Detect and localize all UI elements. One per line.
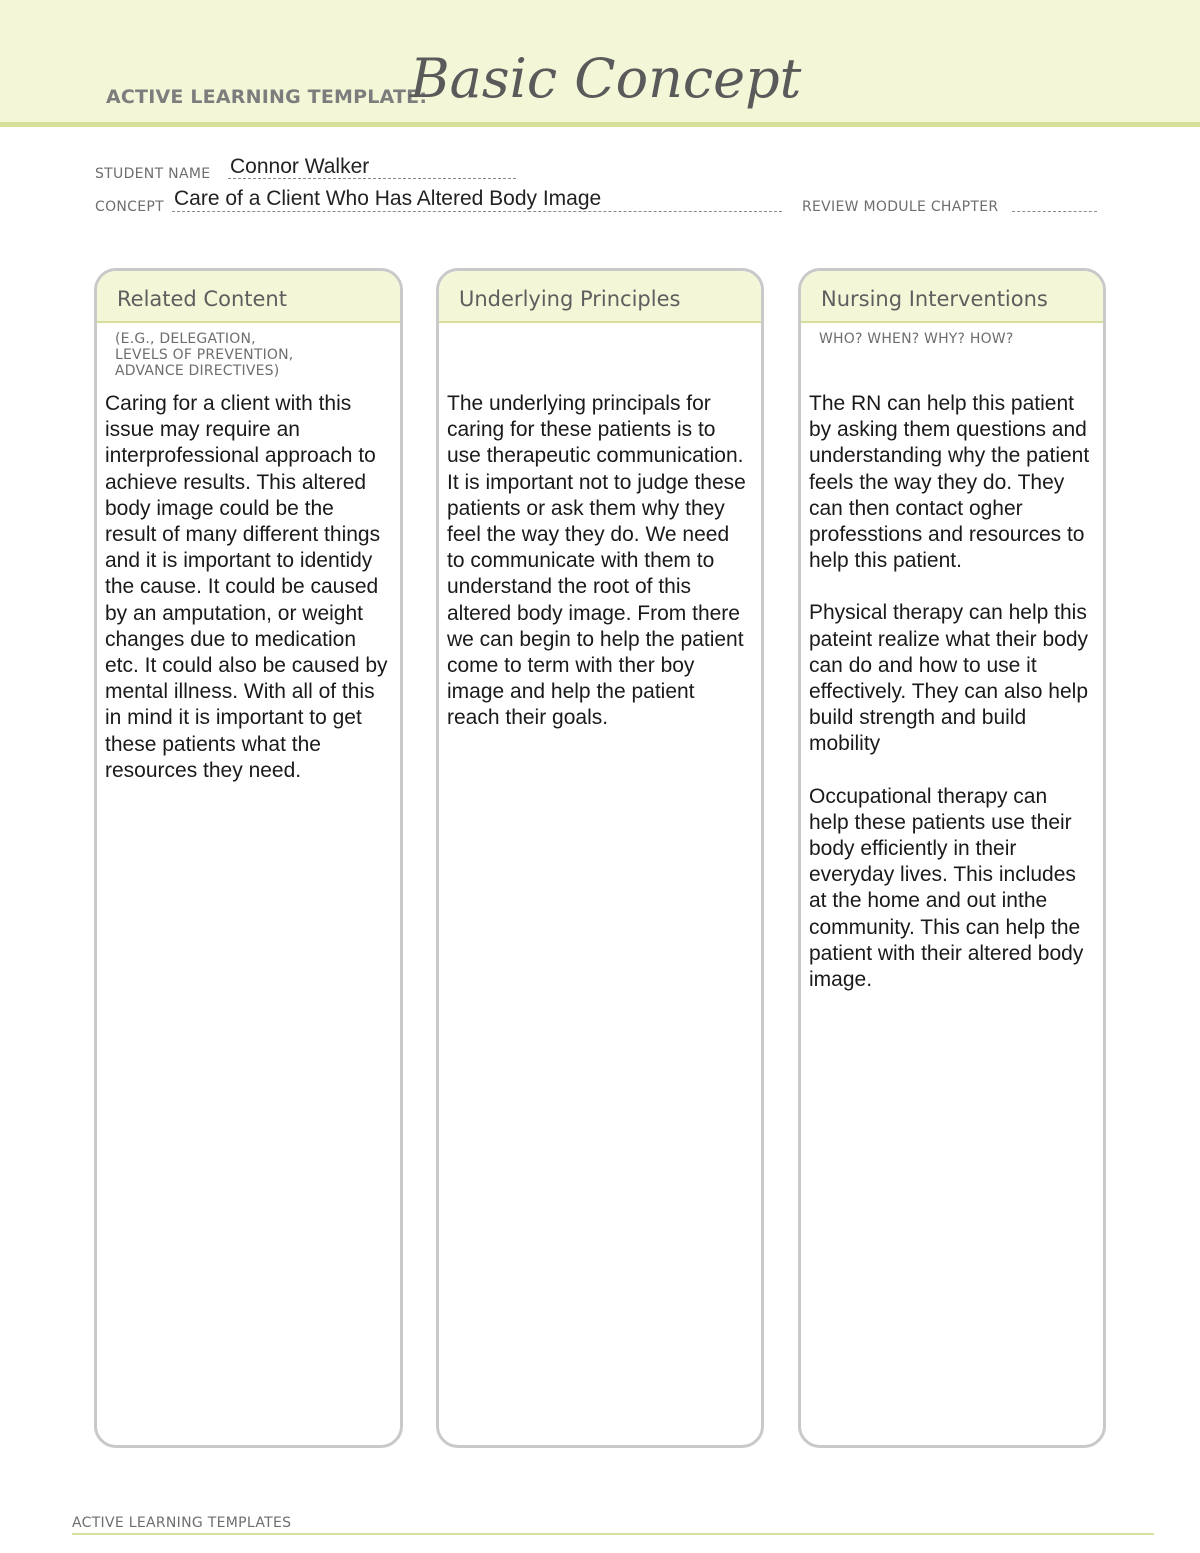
review-module-label: REVIEW MODULE CHAPTER <box>802 199 999 215</box>
panel-subtitle <box>439 323 761 377</box>
panel-related-content <box>94 268 403 1448</box>
panel-subtitle-line: ADVANCE DIRECTIVES) <box>115 363 280 379</box>
review-module-underline <box>1012 211 1097 212</box>
header-rule <box>0 122 1200 127</box>
concept-field[interactable]: Care of a Client Who Has Altered Body Image <box>174 187 602 210</box>
panel-subtitle-line: (E.G., DELEGATION, <box>115 331 256 347</box>
panel-subtitle <box>97 323 400 377</box>
template-label: ACTIVE LEARNING TEMPLATE: <box>106 86 428 108</box>
panel-paragraph: Caring for a client with this issue may require an interprofessional approach to achieve results. This altered body image could be the result of many different things and it is important to identidy the cause. It could be caused by an amputation, or weight changes due to medication etc. It could also be caused by mental illness. With all of this in mind it is important to get these patients what the resources they need. <box>105 392 388 782</box>
panel-subtitle-line: LEVELS OF PREVENTION, <box>115 347 294 363</box>
concept-underline <box>172 211 782 212</box>
template-title: Basic Concept <box>410 47 802 110</box>
panel-paragraph: The RN can help this patient by asking them questions and understanding why the patient feels the way they do. They can then contact ogher professtions and resources to help this patient. <box>809 392 1090 573</box>
panel-body[interactable] <box>97 377 400 784</box>
student-name-field[interactable]: Connor Walker <box>230 155 370 178</box>
concept-label: CONCEPT <box>95 199 164 215</box>
panel-subtitle <box>801 323 1103 377</box>
panel-body[interactable] <box>439 377 761 732</box>
panel-body[interactable] <box>801 377 1103 993</box>
panel-paragraph: Physical therapy can help this pateint realize what their body can do and how to use it effectively. They can also help build strength and build mobility <box>809 601 1088 756</box>
panel-title: Underlying Principles <box>439 271 761 323</box>
footer-rule <box>72 1533 1154 1535</box>
panel-nursing-interventions <box>798 268 1106 1448</box>
panel-title: Nursing Interventions <box>801 271 1103 323</box>
student-name-label: STUDENT NAME <box>95 166 211 182</box>
panel-subtitle-line: WHO? WHEN? WHY? HOW? <box>819 331 1014 347</box>
footer-text: ACTIVE LEARNING TEMPLATES <box>72 1515 292 1531</box>
panel-title: Related Content <box>97 271 400 323</box>
panel-paragraph: Occupational therapy can help these patients use their body efficiently in their everyday lives. This includes at the home and out inthe community. This can help the patient with their altered body image. <box>809 784 1084 992</box>
panel-underlying-principles <box>436 268 764 1448</box>
panel-paragraph: The underlying principals for caring for these patients is to use therapeutic communication. It is important not to judge these patients or ask them why they feel the way they do. We need to communicate with them to understand the root of this altered body image. From there we can begin to help the patient come to term with ther boy image and help the patient reach their goals. <box>447 392 746 730</box>
